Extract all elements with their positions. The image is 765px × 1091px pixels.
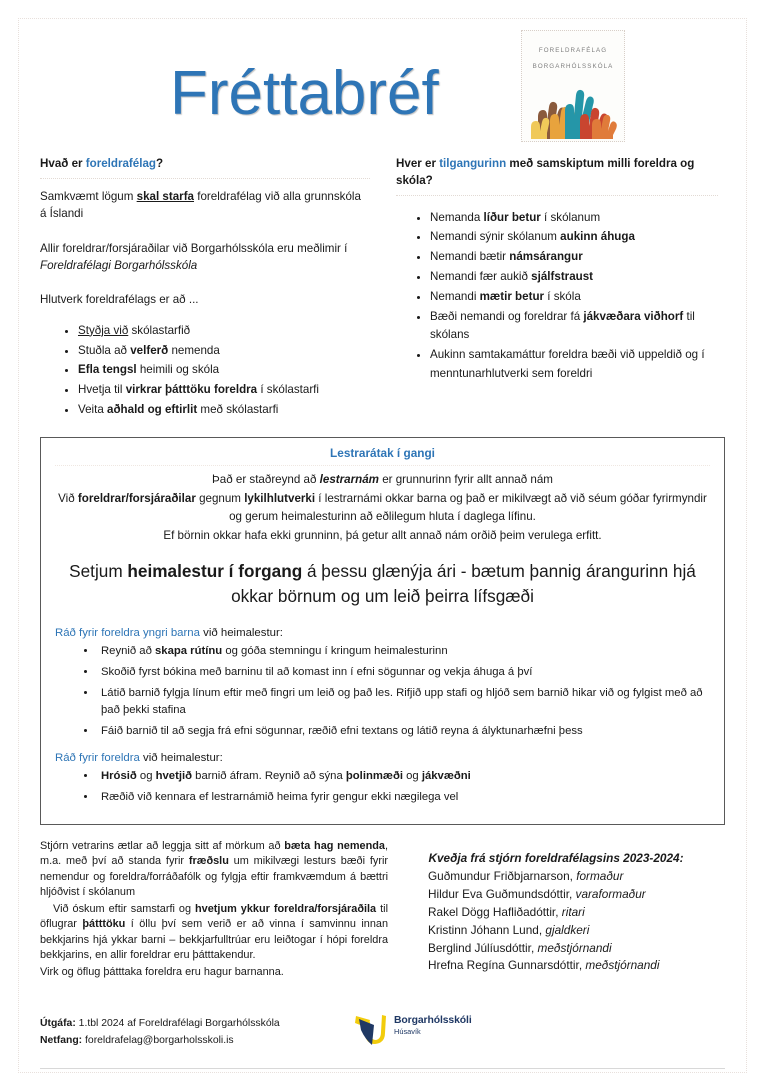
list-item: • Hrósið og hvetjið barnið áfram. Reynið að sýna þolinmæði og jákvæðni — [97, 768, 710, 786]
school-location: Húsavík — [394, 1027, 421, 1037]
left-paragraph-2: Allir foreldrar/forsjáraðilar við Borgarhólsskóla eru meðlimir í Foreldrafélagi Borgarhólsskóla — [40, 241, 348, 272]
reading-campaign-box — [40, 437, 725, 825]
list-item: • Hvetja til virkrar þátttöku foreldra í skólastarfi — [78, 381, 370, 400]
signature-member: Rakel Dögg Hafliðadóttir, ritari — [428, 904, 585, 919]
closing-paragraph-1: Stjórn vetrarins ætlar að leggja sitt af mörkum að bæta hag nemenda, m.a. með því að standa fyrir fræðslu um mikilvægi lesturs bæði fyrir nemendur og foreldra/forráðafólk og fylgja eftir framkvæmdum á bættri hljóðvist í skólanum — [40, 839, 388, 899]
closing-text — [40, 839, 388, 980]
list-item: • Nemandi bætir námsárangur — [430, 248, 718, 267]
footer-meta — [40, 1016, 280, 1050]
borgarholsskoli-logo-icon — [352, 1011, 392, 1047]
list-item: • Stuðla að velferð nemenda — [78, 342, 370, 361]
list-item: • Skoðið fyrst bókina með barninu til að komast inn í efni sögunnar og vekja áhuga á því — [97, 664, 710, 682]
school-name: Borgarhólsskóli — [394, 1015, 472, 1026]
school-logo-text — [394, 1015, 472, 1036]
closing-section — [40, 839, 725, 980]
reading-tips-parents — [55, 768, 710, 807]
list-item: • Nemandi sýnir skólanum aukinn áhuga — [430, 228, 718, 247]
document-header — [40, 24, 725, 152]
right-bullet-list — [396, 209, 718, 384]
list-item: • Nemanda líður betur í skólanum — [430, 209, 718, 228]
signature-member: Kristinn Jóhann Lund, gjaldkeri — [428, 922, 590, 937]
left-paragraph-3: Hlutverk foreldrafélags er að ... — [40, 293, 199, 307]
list-item: • Nemandi mætir betur í skóla — [430, 288, 718, 307]
reading-subhead-1: Ráð fyrir foreldra yngri barna við heimalestur: — [55, 626, 283, 639]
page-title: Fréttabréf — [170, 59, 439, 128]
signature-member: Berglind Júlíusdóttir, meðstjórnandi — [428, 940, 612, 955]
list-item: • Látið barnið fylgja línum eftir með fingri um leið og það les. Rifjið upp stafi og hljóð sem barnið hikar við og fylgist með að það þekki stafina — [97, 685, 710, 721]
footer-edition: Útgáfa: 1.tbl 2024 af Foreldrafélagi Borgarhólsskóla — [40, 1018, 280, 1029]
closing-paragraph-2: Við óskum eftir samstarfi og hvetjum ykkur foreldra/forsjáraðila til öflugrar þátttöku í öllu því sem verið er að vinna í samvinnu innan bekkjarins hjá ykkar barni – bekkjarfulltrúar eru leiðtogar í hópi foreldra bekkjarins, en allir foreldrar eru þátttakendur. — [40, 902, 388, 962]
reading-line-1: Það er staðreynd að lestrarnám er grunnurinn fyrir allt annað nám — [212, 472, 553, 486]
list-item: • Ræðið við kennara ef lestrarnámið heima fyrir gengur ekki nægilega vel — [97, 789, 710, 807]
signature-block — [406, 839, 706, 980]
signature-member: Hrefna Regína Gunnarsdóttir, meðstjórnandi — [428, 958, 660, 973]
list-item: • Reynið að skapa rútínu og góða stemningu í kringum heimalesturinn — [97, 643, 710, 661]
reading-line-2: Við foreldrar/forsjáraðilar gegnum lykilhlutverki í lestrarnámi okkar barna og það er mikilvægt að við séum góðar fyrirmyndir og gerum heimalesturinn að eðlilegum hluta í daglega lífinu. — [58, 492, 707, 523]
parents-association-logo — [521, 30, 625, 142]
logo-line-1: FORELDRAFÉLAG — [538, 47, 608, 54]
intro-columns — [40, 156, 725, 421]
right-heading: Hver er tilgangurinn með samskiptum milli foreldra og skóla? — [396, 156, 718, 196]
list-item: • Nemandi fær aukið sjálfstraust — [430, 268, 718, 287]
left-column — [40, 156, 370, 421]
reading-line-3: Ef börnin okkar hafa ekki grunninn, þá getur allt annað nám orðið þeim verulega erfitt. — [163, 529, 602, 543]
list-item: • Veita aðhald og eftirlit með skólastarfi — [78, 401, 370, 420]
reading-headline: Setjum heimalestur í forgang á þessu glænýja ári - bætum þannig árangurinn hjá okkar börnum og um leið þeirra lífsgæði — [69, 561, 696, 606]
footer-email: Netfang: foreldrafelag@borgarholsskoli.is — [40, 1034, 234, 1046]
left-heading-post: ? — [156, 157, 164, 170]
right-column — [396, 156, 718, 421]
reading-tips-younger — [55, 643, 710, 741]
left-bullet-list — [40, 322, 370, 420]
document-footer — [40, 1011, 725, 1067]
list-item: • Fáið barnið til að segja frá efni sögunnar, ræðið efni textans og látið reyna á ályktunarhæfni þess — [97, 723, 710, 741]
closing-paragraph-3: Virk og öflug þátttaka foreldra eru hagur barnanna. — [40, 965, 284, 978]
left-paragraph-1: Samkvæmt lögum skal starfa foreldrafélag við alla grunnskóla á Íslandi — [40, 189, 361, 221]
signature-member: Hildur Eva Guðmundsdóttir, varaformaður — [428, 886, 646, 901]
school-logo — [352, 1011, 474, 1047]
raised-hands-icon — [522, 77, 625, 139]
list-item: • Aukinn samtakamáttur foreldra bæði við uppeldið og í menntunarhlutverki sem foreldri — [430, 346, 718, 384]
reading-subhead-2: Ráð fyrir foreldra við heimalestur: — [55, 752, 223, 765]
signature-member: Guðmundur Friðbjarnarson, formaður — [428, 868, 624, 883]
list-item: • Bæði nemandi og foreldrar fá jákvæðara viðhorf til skólans — [430, 308, 718, 346]
signature-title: Kveðja frá stjórn foreldrafélagsins 2023-2024: — [428, 850, 684, 865]
left-heading-highlight: foreldrafélag — [85, 157, 156, 170]
logo-line-2: BORGARHÓLSSKÓLA — [532, 63, 614, 70]
footer-divider — [40, 1068, 725, 1069]
list-item: • Styðja við skólastarfið — [78, 322, 370, 341]
list-item: • Efla tengsl heimili og skóla — [78, 361, 370, 380]
left-heading-pre: Hvað er — [40, 157, 86, 170]
left-heading — [40, 156, 370, 179]
reading-box-title: Lestrarátak í gangi — [55, 446, 710, 466]
